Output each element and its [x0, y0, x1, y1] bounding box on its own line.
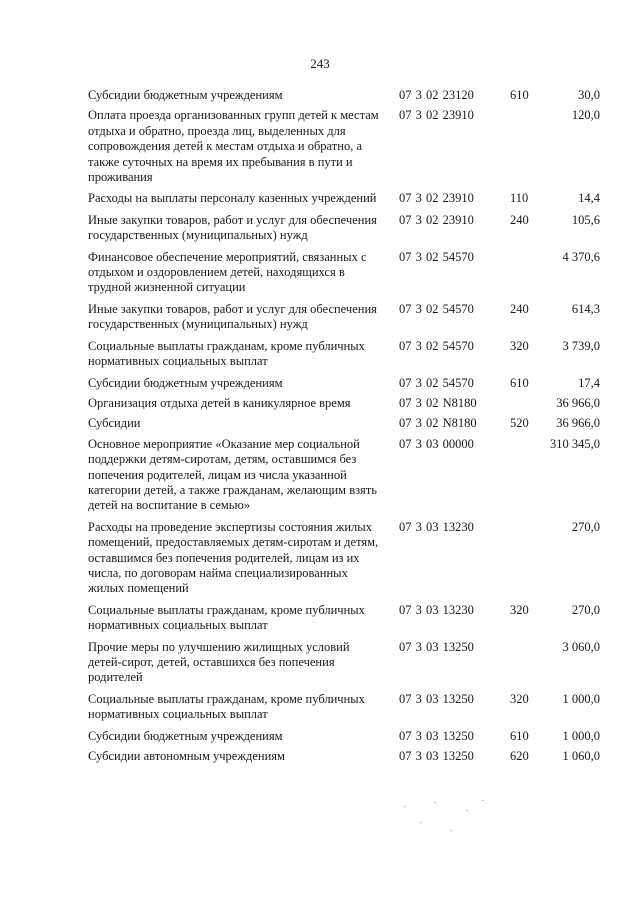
table-row	[88, 729, 608, 744]
row-amount: 36 966,0	[556, 395, 600, 410]
row-description: Иные закупки товаров, работ и услуг для обеспечения государственных (муниципальных) нужд	[88, 212, 377, 243]
row-amount: 30,0	[578, 88, 600, 102]
row-amount: 1 000,0	[562, 728, 600, 743]
row-expense-type: 320	[510, 602, 529, 617]
table-row	[88, 692, 608, 723]
table-row	[88, 416, 608, 431]
row-code: 07 3 02 23910	[399, 212, 474, 227]
row-expense-type: 610	[510, 728, 529, 743]
row-expense-type: 620	[510, 749, 529, 764]
page-number: 243	[310, 56, 330, 71]
row-code: 07 3 02 54570	[399, 301, 474, 316]
row-description: Субсидии автономным учреждениям	[88, 749, 285, 764]
row-description: Субсидии бюджетным учреждениям	[88, 88, 283, 102]
row-description: Оплата проезда организованных групп детей к местам отдыха и обратно, проезда лиц, выделенных для сопровождения детей к местам отдыха и обратно, а также суточных на время их пребывания в пути и проживания	[88, 108, 379, 185]
row-expense-type: 240	[510, 301, 529, 316]
scan-speck	[450, 830, 452, 831]
row-code: 07 3 03 13250	[399, 639, 474, 654]
scan-speck	[466, 810, 468, 811]
row-amount: 14,4	[578, 191, 600, 206]
row-code: 07 3 03 13250	[399, 728, 474, 743]
row-code: 07 3 03 13230	[399, 519, 474, 534]
row-expense-type: 110	[510, 191, 529, 206]
row-amount: 614,3	[571, 301, 600, 316]
row-code: 07 3 02 N8180	[399, 416, 477, 431]
row-description: Иные закупки товаров, работ и услуг для обеспечения государственных (муниципальных) нужд	[88, 301, 377, 332]
row-description: Социальные выплаты гражданам, кроме публичных нормативных социальных выплат	[88, 691, 365, 722]
row-expense-type: 320	[510, 338, 529, 353]
row-amount: 36 966,0	[556, 416, 600, 431]
row-code: 07 3 02 23910	[399, 191, 474, 206]
row-expense-type: 610	[510, 375, 529, 390]
row-description: Организация отдыха детей в каникулярное время	[88, 395, 351, 410]
row-amount: 3 060,0	[562, 639, 600, 654]
row-description: Расходы на выплаты персоналу казенных учреждений	[88, 191, 377, 206]
row-code: 07 3 02 N8180	[399, 395, 477, 410]
row-amount: 1 000,0	[562, 691, 600, 706]
row-expense-type: 610	[510, 88, 529, 102]
row-description: Социальные выплаты гражданам, кроме публичных нормативных социальных выплат	[88, 338, 365, 369]
row-amount: 270,0	[571, 519, 600, 534]
row-amount: 270,0	[571, 602, 600, 617]
row-amount: 1 060,0	[562, 749, 600, 764]
row-code: 07 3 03 00000	[399, 436, 474, 451]
table-row	[88, 88, 608, 103]
row-amount: 17,4	[578, 375, 600, 390]
row-code: 07 3 03 13250	[399, 691, 474, 706]
row-expense-type: 240	[510, 212, 529, 227]
row-code: 07 3 02 54570	[399, 375, 474, 390]
scan-speck	[482, 800, 484, 801]
scan-speck	[404, 806, 406, 807]
table-row	[88, 108, 608, 185]
table-row	[88, 339, 608, 370]
table-row	[88, 749, 608, 764]
table-row	[88, 302, 608, 333]
row-amount: 3 739,0	[562, 338, 600, 353]
table-row	[88, 250, 608, 296]
table-row	[88, 520, 608, 597]
table-row	[88, 437, 608, 514]
row-code: 07 3 02 23120	[399, 88, 474, 102]
table-row	[88, 396, 608, 411]
row-amount: 120,0	[571, 108, 600, 123]
row-description: Социальные выплаты гражданам, кроме публичных нормативных социальных выплат	[88, 602, 365, 633]
row-description: Субсидии	[88, 416, 141, 431]
scan-speck	[420, 822, 422, 823]
table-row	[88, 213, 608, 244]
row-expense-type: 520	[510, 416, 529, 431]
row-amount: 4 370,6	[562, 249, 600, 264]
row-code: 07 3 03 13250	[399, 749, 474, 764]
table-row	[88, 376, 608, 391]
row-description: Основное мероприятие «Оказание мер социальной поддержки детям-сиротам, детям, оставшимся без попечения родителей, лицам из числа указанной категории детей, а также гражданам, желающим взять детей на воспитание в семью»	[88, 436, 377, 513]
row-description: Субсидии бюджетным учреждениям	[88, 728, 283, 743]
table-row	[88, 191, 608, 206]
row-amount: 310 345,0	[550, 436, 600, 451]
budget-table	[88, 88, 608, 769]
row-description: Прочие меры по улучшению жилищных условий детей-сирот, детей, оставшихся без попечения родителей	[88, 639, 350, 685]
row-description: Субсидии бюджетным учреждениям	[88, 375, 283, 390]
row-description: Расходы на проведение экспертизы состояния жилых помещений, предоставляемых детям-сиротам и детям, оставшимся без попечения родителей, лицам из их числа, по договорам найма специализированных жилых помещений	[88, 519, 379, 596]
row-description: Финансовое обеспечение мероприятий, связанных с отдыхом и оздоровлением детей, находящихся в трудной жизненной ситуации	[88, 249, 367, 295]
row-code: 07 3 02 23910	[399, 108, 474, 123]
scan-specks	[400, 800, 520, 840]
row-code: 07 3 02 54570	[399, 249, 474, 264]
row-code: 07 3 02 54570	[399, 338, 474, 353]
table-row	[88, 640, 608, 686]
row-amount: 105,6	[571, 212, 600, 227]
row-code: 07 3 03 13230	[399, 602, 474, 617]
row-expense-type: 320	[510, 691, 529, 706]
scan-speck	[434, 802, 436, 803]
table-row	[88, 603, 608, 634]
